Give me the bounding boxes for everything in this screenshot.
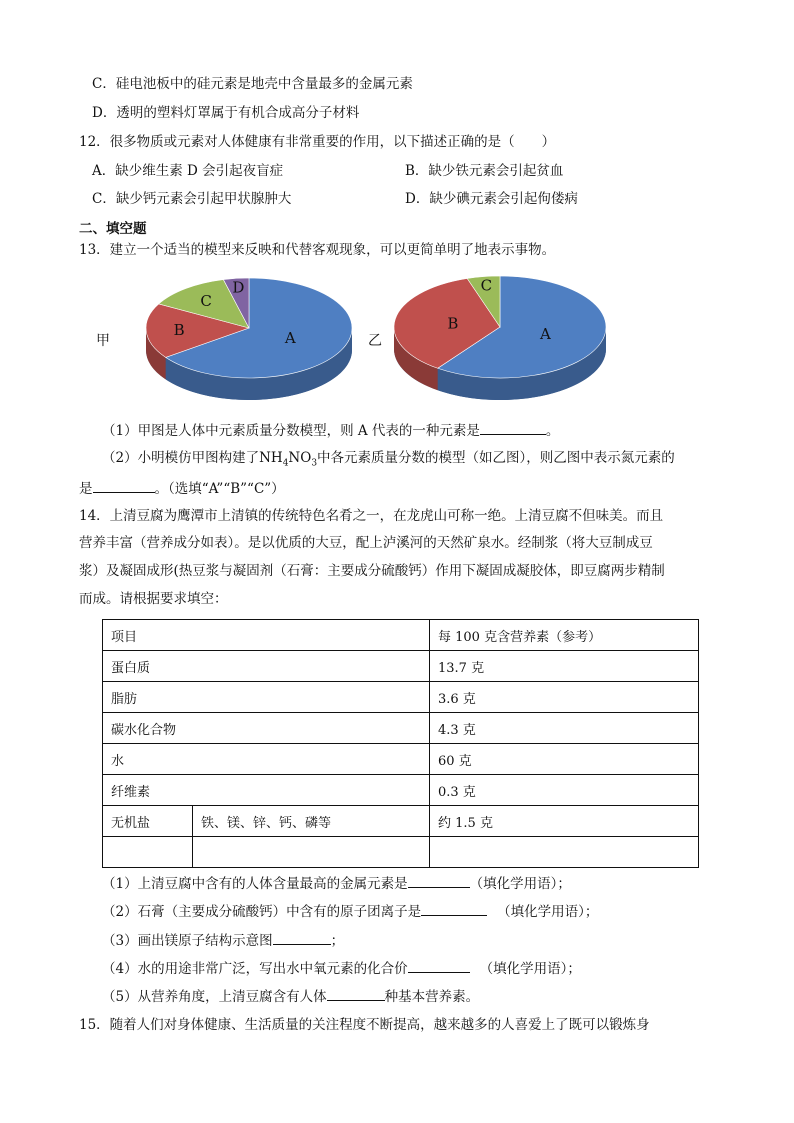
pie-chart-jia-svg	[92, 272, 362, 402]
table-cell-item: 蛋白质	[103, 651, 430, 682]
q14-part4-end: （填化学用语）；	[479, 961, 581, 977]
table-row-empty	[103, 837, 699, 868]
pie-label-c: C	[200, 292, 212, 311]
q13-part2	[102, 449, 675, 473]
table-header-value: 每 100 克含营养素（参考）	[430, 620, 699, 651]
q12-stem: 12．很多物质或元素对人体健康有非常重要的作用，以下描述正确的是（ ）	[79, 134, 556, 150]
table-cell-value: 3.6 克	[430, 682, 699, 713]
pie-label-a: A	[284, 329, 296, 348]
table-cell-item: 碳水化合物	[103, 713, 430, 744]
pie-label-a: A	[539, 325, 551, 344]
table-cell-empty	[103, 837, 193, 868]
table-cell-value: 4.3 克	[430, 713, 699, 744]
table-header-item: 项目	[103, 620, 430, 651]
q14-part2-text: （2）石膏（主要成分硫酸钙）中含有的原子团离子是	[102, 904, 422, 920]
q12-option-a: A．缺少维生素 D 会引起夜盲症	[92, 163, 284, 179]
table-cell-mineral-value: 约 1.5 克	[430, 806, 699, 837]
pie-label-b: B	[447, 314, 459, 333]
q14-part1-end: （填化学用语）；	[469, 876, 571, 892]
table-row	[103, 651, 699, 682]
q13-answer-blank-1[interactable]	[480, 420, 546, 435]
q11-option-c: C．硅电池板中的硅元素是地壳中含量最多的金属元素	[92, 76, 413, 92]
pie-title-label: 甲	[96, 333, 110, 349]
q12-option-c: C．缺少钙元素会引起甲状腺肿大	[92, 191, 292, 207]
q14-part1-text: （1）上清豆腐中含有的人体含量最高的金属元素是	[102, 876, 408, 892]
q13-part1-end: 。	[545, 423, 560, 439]
q13-stem: 13．建立一个适当的模型来反映和代替客观现象，可以更简单明了地表示事物。	[79, 242, 556, 258]
table-cell-empty	[193, 837, 430, 868]
q13-part1-text: （1）甲图是人体中元素质量分数模型，则 A 代表的一种元素是	[102, 423, 480, 439]
table-cell-value: 13.7 克	[430, 651, 699, 682]
pie-title-label: 乙	[368, 333, 382, 349]
q14-part5-text: （5）从营养角度，上清豆腐含有人体	[102, 989, 327, 1005]
q14-part3	[102, 930, 344, 950]
q13-part2-text: （2）小明模仿甲图构建了	[102, 450, 260, 466]
q14-line3: 浆）及凝固成形(热豆浆与凝固剂（石膏：主要成分硫酸钙）作用下凝固成凝胶体，即豆腐两步精制	[79, 563, 665, 579]
table-cell-mineral-label: 无机盐	[103, 806, 193, 837]
q13-part2-rest: 中各元素质量分数的模型（如乙图），则乙图中表示氮元素的	[317, 450, 675, 466]
table-cell-empty	[430, 837, 699, 868]
q14-answer-blank-5[interactable]	[327, 986, 385, 1001]
table-cell-value: 60 克	[430, 744, 699, 775]
q13-part1	[102, 420, 559, 440]
table-cell-mineral-items: 铁、镁、锌、钙、磷等	[193, 806, 430, 837]
q12-option-d: D．缺少碘元素会引起佝偻病	[405, 191, 578, 207]
q11-option-d: D．透明的塑料灯罩属于有机合成高分子材料	[92, 105, 360, 121]
formula-sub-3: 3	[311, 458, 318, 469]
q13-part2-hint: 。（选填“A”“B”“C”）	[154, 481, 285, 497]
q12-option-b: B．缺少铁元素会引起贫血	[405, 163, 564, 179]
nutrition-table	[102, 619, 699, 868]
q14-part1	[102, 873, 571, 893]
table-row	[103, 713, 699, 744]
table-cell-item: 纤维素	[103, 775, 430, 806]
q15-line1: 15．随着人们对身体健康、生活质量的关注程度不断提高，越来越多的人喜爱上了既可以锻炼身	[79, 1017, 650, 1033]
q14-answer-blank-2[interactable]	[421, 901, 487, 916]
q14-part3-end: ；	[330, 933, 345, 949]
q14-part5	[102, 986, 479, 1006]
q14-part4	[102, 958, 581, 978]
q13-part2-is: 是	[79, 481, 93, 497]
table-row	[103, 775, 699, 806]
section-title: 二、填空题	[79, 221, 147, 237]
pie-label-d: D	[232, 278, 245, 297]
formula-no: NO	[288, 450, 312, 466]
q14-line2: 营养丰富（营养成分如表）。是以优质的大豆，配上泸溪河的天然矿泉水。经制浆（将大豆制成豆	[79, 535, 653, 551]
pie-label-c: C	[480, 276, 493, 295]
q14-part2-end: （填化学用语）；	[497, 904, 599, 920]
q14-part4-text: （4）水的用途非常广泛，写出水中氧元素的化合价	[102, 961, 408, 977]
pie-chart-jia	[92, 272, 362, 406]
table-row-mineral	[103, 806, 699, 837]
q14-answer-blank-3[interactable]	[273, 930, 331, 945]
pie-chart-yi	[360, 272, 620, 406]
q13-answer-blank-2[interactable]	[93, 478, 155, 493]
q14-part2	[102, 901, 598, 921]
formula-sub-4: 4	[282, 458, 289, 469]
q14-answer-blank-1[interactable]	[408, 873, 470, 888]
pie-chart-yi-svg	[360, 272, 620, 402]
table-cell-item: 脂肪	[103, 682, 430, 713]
table-cell-value: 0.3 克	[430, 775, 699, 806]
q13-part2-line2	[79, 478, 285, 498]
q14-line4: 而成。请根据要求填空：	[79, 591, 228, 607]
q14-part5-end: 种基本营养素。	[384, 989, 480, 1005]
table-header-row	[103, 620, 699, 651]
pie-label-b: B	[173, 321, 185, 340]
table-row	[103, 682, 699, 713]
table-cell-item: 水	[103, 744, 430, 775]
q14-line1: 14．上清豆腐为鹰潭市上清镇的传统特色名肴之一，在龙虎山可称一绝。上清豆腐不但味美。而且	[79, 508, 664, 524]
table-row	[103, 744, 699, 775]
q14-part3-text: （3）画出镁原子结构示意图	[102, 933, 273, 949]
q14-answer-blank-4[interactable]	[408, 958, 470, 973]
formula-nh: NH	[259, 450, 283, 466]
